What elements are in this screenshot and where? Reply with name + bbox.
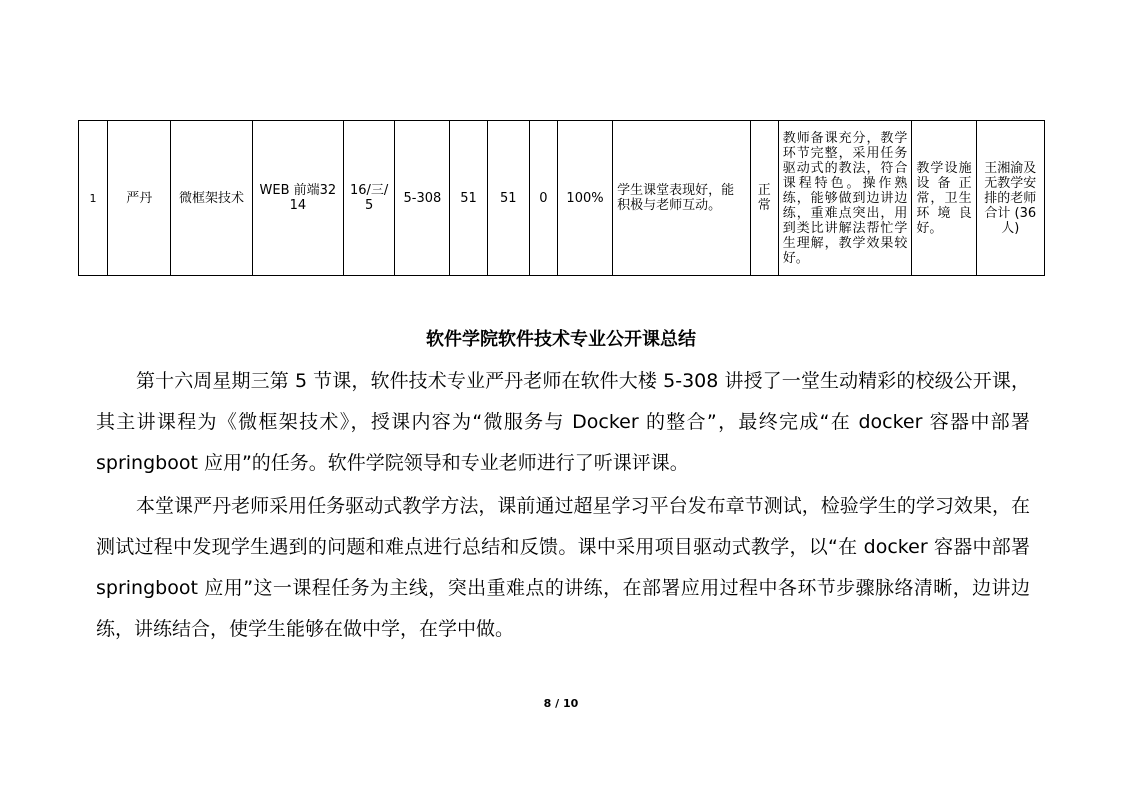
cell-teacher: 严丹	[108, 121, 171, 276]
cell-student-performance: 学生课堂表现好，能积极与老师互动。	[613, 121, 751, 276]
cell-enrolled: 51	[450, 121, 487, 276]
cell-attendance-rate: 100%	[557, 121, 612, 276]
cell-time: 16/三/5	[344, 121, 395, 276]
cell-absent: 0	[529, 121, 557, 276]
cell-teaching-comment: 教师备课充分，教学环节完整，采用任务驱动式的教法，符合课程特色。操作熟练，能够做到边讲边练，重难点突出，用到类比讲解法帮忙学生理解，教学效果较好。	[778, 121, 912, 276]
cell-facilities: 教学设施设备正常，卫生环境良好。	[912, 121, 976, 276]
cell-observers: 王湘渝及无教学安排的老师合计 (36 人)	[976, 121, 1044, 276]
table-row	[79, 121, 1045, 276]
summary-paragraph: 本堂课严丹老师采用任务驱动式教学方法，课前通过超星学习平台发布章节测试，检验学生的学习效果，在测试过程中发现学生遇到的问题和难点进行总结和反馈。课中采用项目驱动式教学，以“在 docker 容器中部署 springboot 应用”这一课程任务为主线，突出重难点的讲练，在部署应用过程中各环节步骤脉络清晰，边讲边练，讲练结合，使学生能够在做中学，在学中做。	[96, 495, 1030, 640]
cell-class-order: 正常	[750, 121, 778, 276]
cell-room: 5-308	[395, 121, 450, 276]
page-number: 8 / 10	[543, 697, 579, 710]
cell-course: 微框架技术	[171, 121, 252, 276]
summary-title: 软件学院软件技术专业公开课总结	[426, 329, 696, 350]
lecture-record-table	[78, 120, 1045, 276]
cell-present: 51	[487, 121, 529, 276]
summary-paragraph: 第十六周星期三第 5 节课，软件技术专业严丹老师在软件大楼 5-308 讲授了一堂生动精彩的校级公开课，其主讲课程为《微框架技术》，授课内容为“微服务与 Docker 的整合”，最终完成“在 docker 容器中部署 springboot 应用”的任务。软件学院领导和专业老师进行了听课评课。	[96, 370, 1030, 474]
cell-class: WEB 前端3214	[252, 121, 343, 276]
cell-number: 1	[79, 121, 108, 276]
